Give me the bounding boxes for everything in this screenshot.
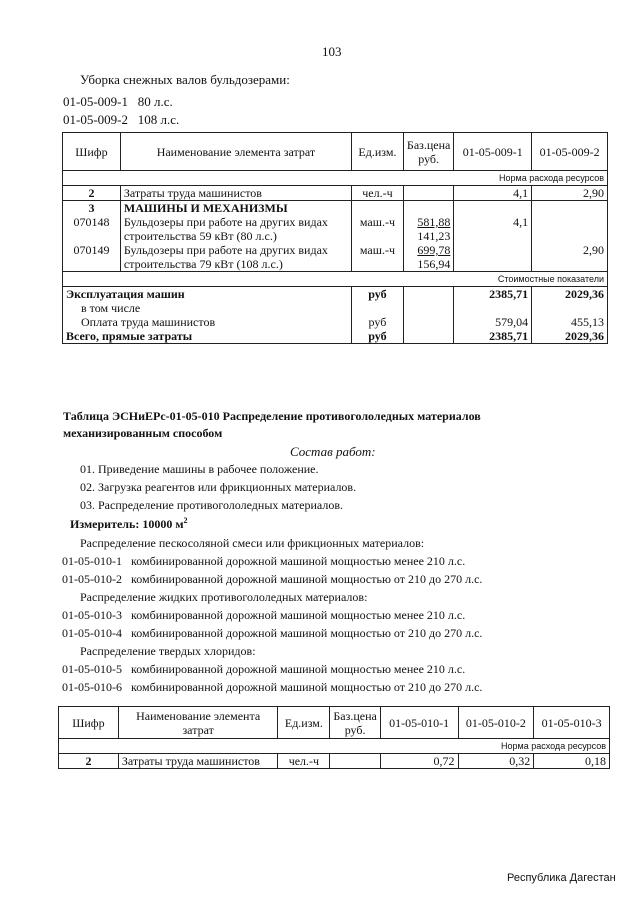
resource-table-1 [62, 132, 608, 344]
section1-item: 01-05-009-1 80 л.с. [63, 94, 173, 109]
page-number: 103 [322, 44, 342, 59]
footer-region: Республика Дагестан [507, 872, 616, 884]
group-item: 01-05-010-5 комбинированной дорожной машиной мощностью менее 210 л.с. [62, 662, 466, 676]
header-col2: 01-05-010-2 [458, 707, 534, 739]
group-item: 01-05-010-3 комбинированной дорожной машиной мощностью менее 210 л.с. [62, 608, 466, 622]
table-row: 2 Затраты труда машинистов чел.-ч 4,1 2,90 [63, 186, 608, 201]
group-item: 01-05-010-1 комбинированной дорожной машиной мощностью менее 210 л.с. [62, 554, 466, 568]
header-code: Шифр [63, 133, 121, 171]
header-col1: 01-05-009-1 [454, 133, 532, 171]
work-item: 03. Распределение противогололедных материалов. [80, 498, 343, 512]
header-unit: Ед.изм. [351, 133, 403, 171]
table-row: 2 Затраты труда машинистов чел.-ч 0,72 0,32 0,18 [59, 754, 610, 769]
header-name: Наименование элемента затрат [118, 707, 278, 739]
header-col2: 01-05-009-2 [532, 133, 608, 171]
group-title: Распределение жидких противогололедных материалов: [80, 590, 368, 604]
header-price: Баз.цена руб. [403, 133, 453, 171]
group-title: Распределение твердых хлоридов: [80, 644, 256, 658]
table-row: 070149 Бульдозеры при работе на других видах строительства 79 кВт (108 л.с.) маш.-ч 699,78 156,94 2,90 [63, 243, 608, 272]
work-item: 02. Загрузка реагентов или фрикционных материалов. [80, 480, 357, 494]
cost-row: Всего, прямые затраты руб 2385,71 2029,36 [63, 329, 608, 344]
table-title-cont: механизированным способом [63, 426, 223, 440]
table-row: 3 МАШИНЫ И МЕХАНИЗМЫ [63, 201, 608, 216]
group-item: 01-05-010-6 комбинированной дорожной машиной мощностью от 210 до 270 л.с. [62, 680, 483, 694]
cost-row: Эксплуатация машин руб 2385,71 2029,36 [63, 287, 608, 302]
section1-item: 01-05-009-2 108 л.с. [63, 112, 180, 127]
table-row: 070148 Бульдозеры при работе на других видах строительства 59 кВт (80 л.с.) маш.-ч 581,88 141,23 4,1 [63, 215, 608, 243]
meter-label: Измеритель: 10000 $м^2$ [70, 516, 188, 531]
section1-title: Уборка снежных валов бульдозерами: [80, 72, 290, 87]
group-item: 01-05-010-2 комбинированной дорожной машиной мощностью от 210 до 270 л.с. [62, 572, 483, 586]
header-col1: 01-05-010-1 [380, 707, 458, 739]
resource-table-2 [58, 706, 610, 769]
group-title: Распределение пескосоляной смеси или фрикционных материалов: [80, 536, 425, 550]
works-title: Состав работ: [290, 444, 376, 459]
header-name: Наименование элемента затрат [120, 133, 351, 171]
group-item: 01-05-010-4 комбинированной дорожной машиной мощностью от 210 до 270 л.с. [62, 626, 483, 640]
subheader-resources: Норма расхода ресурсов [454, 171, 608, 186]
subheader-resources: Норма расхода ресурсов [380, 739, 609, 754]
header-code: Шифр [59, 707, 119, 739]
header-unit: Ед.изм. [278, 707, 330, 739]
table-title: Таблица ЭСНиЕРс-01-05-010 Распределение противогололедных материалов [63, 409, 481, 423]
header-col3: 01-05-010-3 [534, 707, 610, 739]
cost-row: в том числе [63, 301, 608, 315]
cost-row: Оплата труда машинистов руб 579,04 455,13 [63, 315, 608, 329]
header-price: Баз.цена руб. [330, 707, 380, 739]
work-item: 01. Приведение машины в рабочее положение. [80, 462, 319, 476]
subheader-costs: Стоимостные показатели [454, 272, 608, 287]
